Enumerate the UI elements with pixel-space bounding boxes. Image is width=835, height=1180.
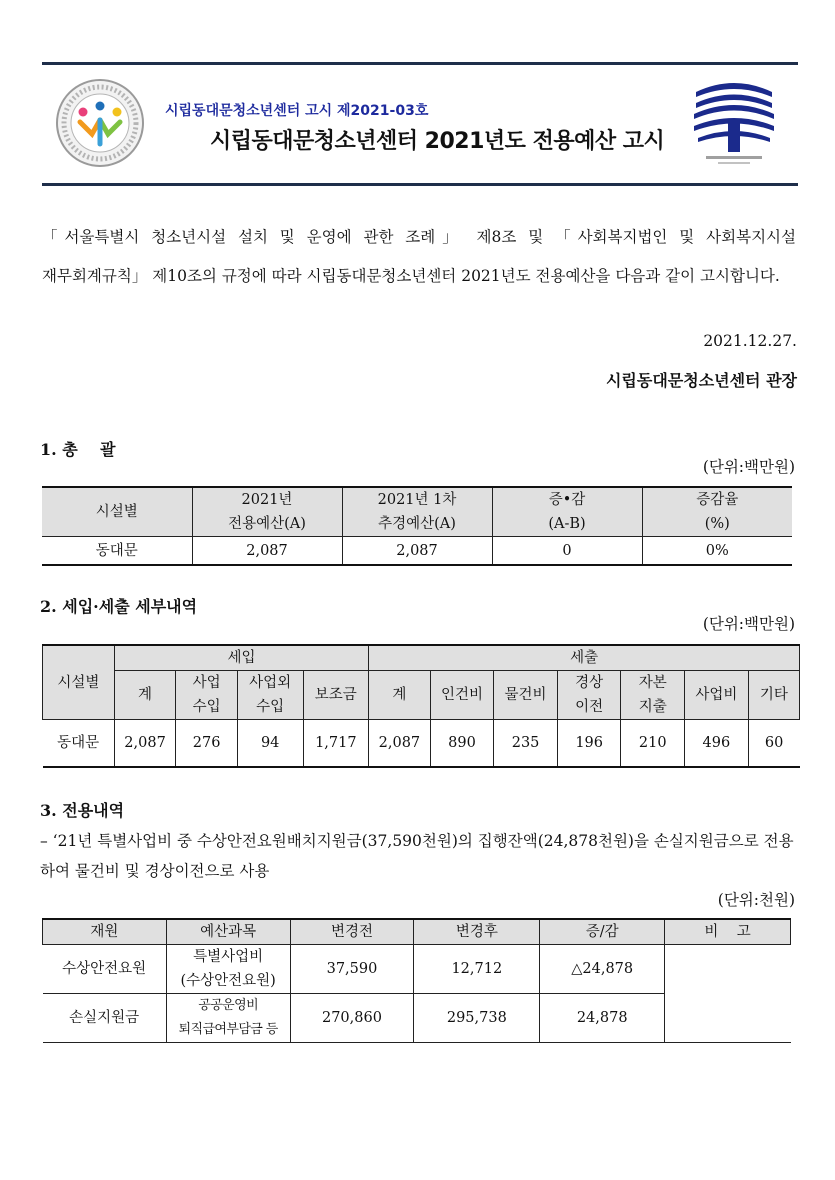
summary-header-row <box>42 487 792 537</box>
detail-header-facility: 시설별 <box>43 645 115 720</box>
section1-heading: 1. 총 괄 <box>40 440 116 459</box>
detail-cell-revenue-business: 276 <box>176 720 238 768</box>
signatory: 시립동대문청소년센터 관장 <box>605 371 797 390</box>
expense-col-transfer-l1: 경상 <box>575 675 604 691</box>
revenue-col-total <box>114 671 176 720</box>
expense-col-personnel-label: 인건비 <box>440 687 483 703</box>
header-top-rule <box>42 62 798 65</box>
transfer-cell-item <box>166 994 290 1043</box>
summary-header-change <box>492 487 642 537</box>
section2-heading: 2. 세입·세출 세부내역 <box>40 597 198 616</box>
notice-number: 시립동대문청소년센터 고시 제2021-03호 <box>165 103 429 119</box>
expense-col-capital <box>621 671 685 720</box>
table-row <box>43 945 791 994</box>
revenue-col-business-l1: 사업 <box>192 675 221 691</box>
summary-header-budget-line1: 2021년 <box>241 492 293 508</box>
transfer-cell-before: 270,860 <box>290 994 414 1043</box>
summary-header-rate-line2: (%) <box>704 516 730 532</box>
transfer-cell-after: 295,738 <box>414 994 540 1043</box>
detail-header-row-1 <box>43 645 800 671</box>
revenue-col-nonbusiness-l1: 사업외 <box>249 675 292 691</box>
transfer-cell-item-l2: (수상안전요원) <box>180 973 276 989</box>
summary-header-supp-line1: 2021년 1차 <box>377 492 457 508</box>
summary-header-change-line2: (A-B) <box>548 516 586 532</box>
revenue-col-nonbusiness <box>237 671 303 720</box>
table-row <box>42 537 792 566</box>
summary-cell-rate: 0% <box>642 537 792 566</box>
detail-table <box>42 644 800 768</box>
center-seal-logo <box>55 78 145 168</box>
revenue-col-nonbusiness-l2: 수입 <box>256 699 285 715</box>
transfer-table <box>42 918 791 1043</box>
summary-header-supp-line2: 추경예산(A) <box>378 516 456 532</box>
summary-cell-supplementary: 2,087 <box>342 537 492 566</box>
transfer-cell-note <box>665 945 791 1043</box>
summary-header-budget-line2: 전용예산(A) <box>228 516 306 532</box>
transfer-header-after: 변경후 <box>414 919 540 945</box>
transfer-header-item: 예산과목 <box>166 919 290 945</box>
transfer-cell-change: 24,878 <box>540 994 665 1043</box>
section2-unit: (단위:백만원) <box>702 615 795 633</box>
transfer-cell-source: 수상안전요원 <box>43 945 167 994</box>
summary-cell-budget: 2,087 <box>192 537 342 566</box>
header-bottom-rule <box>42 183 798 186</box>
transfer-cell-item-l2: 퇴직급여부담금 등 <box>178 1022 278 1037</box>
intro-paragraph: 「서울특별시 청소년시설 설치 및 운영에 관한 조례」 제8조 및 「사회복지법인 및 사회복지시설 재무회계규칙」 제10조의 규정에 따라 시립동대문청소년센터 2021년도 전용예산을 다음과 같이 고시합니다. <box>42 228 796 285</box>
detail-cell-expense-total: 2,087 <box>369 720 431 768</box>
detail-cell-expense-capital: 210 <box>621 720 685 768</box>
detail-cell-revenue-subsidy: 1,717 <box>303 720 369 768</box>
expense-col-project <box>685 671 749 720</box>
expense-col-personnel <box>430 671 494 720</box>
section3-description: – ‘21년 특별사업비 중 수상안전요원배치지원금(37,590천원)의 집행잔액(24,878천원)을 손실지원금으로 전용하여 물건비 및 경상이전으로 사용 <box>40 832 794 880</box>
revenue-col-subsidy <box>303 671 369 720</box>
expense-col-transfer-l2: 이전 <box>575 699 604 715</box>
transfer-cell-change: △24,878 <box>540 945 665 994</box>
detail-cell-revenue-nonbusiness: 94 <box>237 720 303 768</box>
expense-col-goods-label: 물건비 <box>504 687 547 703</box>
expense-col-capital-l2: 지출 <box>638 699 667 715</box>
revenue-col-subsidy-label: 보조금 <box>314 687 357 703</box>
detail-cell-expense-other: 60 <box>748 720 799 768</box>
transfer-header-change: 증/감 <box>540 919 665 945</box>
transfer-cell-item-l1: 공공운영비 <box>198 998 259 1013</box>
summary-header-facility: 시설별 <box>42 487 192 537</box>
detail-cell-expense-goods: 235 <box>494 720 558 768</box>
transfer-header-before: 변경전 <box>290 919 414 945</box>
transfer-cell-item <box>166 945 290 994</box>
detail-header-row-2 <box>43 671 800 720</box>
table-row <box>43 720 800 768</box>
detail-cell-expense-personnel: 890 <box>430 720 494 768</box>
section3-heading: 3. 전용내역 <box>40 801 125 820</box>
summary-cell-facility: 동대문 <box>42 537 192 566</box>
organization-emblem-logo <box>688 80 780 172</box>
transfer-cell-before: 37,590 <box>290 945 414 994</box>
summary-header-rate-line1: 증감율 <box>696 492 739 508</box>
transfer-cell-source: 손실지원금 <box>43 994 167 1043</box>
revenue-col-business <box>176 671 238 720</box>
section1-unit: (단위:백만원) <box>702 458 795 476</box>
revenue-col-total-label: 계 <box>138 687 153 703</box>
notice-date: 2021.12.27. <box>703 332 797 350</box>
expense-col-capital-l1: 자본 <box>638 675 667 691</box>
expense-col-total-label: 계 <box>392 687 407 703</box>
summary-table <box>42 486 792 566</box>
expense-col-transfer <box>557 671 621 720</box>
detail-header-expense: 세출 <box>369 645 800 671</box>
detail-cell-facility: 동대문 <box>43 720 115 768</box>
revenue-col-business-l2: 수입 <box>192 699 221 715</box>
detail-cell-expense-transfer: 196 <box>557 720 621 768</box>
summary-header-change-line1: 증•감 <box>548 492 586 508</box>
transfer-header-row <box>43 919 791 945</box>
detail-cell-expense-project: 496 <box>685 720 749 768</box>
expense-col-project-label: 사업비 <box>695 687 738 703</box>
transfer-cell-after: 12,712 <box>414 945 540 994</box>
transfer-cell-item-l1: 특별사업비 <box>193 949 264 965</box>
detail-header-revenue: 세입 <box>114 645 368 671</box>
summary-header-budget <box>192 487 342 537</box>
expense-col-goods <box>494 671 558 720</box>
transfer-header-source: 재원 <box>43 919 167 945</box>
detail-cell-revenue-total: 2,087 <box>114 720 176 768</box>
expense-col-total <box>369 671 431 720</box>
summary-header-rate <box>642 487 792 537</box>
summary-cell-change: 0 <box>492 537 642 566</box>
expense-col-other-label: 기타 <box>759 687 788 703</box>
transfer-header-note: 비 고 <box>665 919 791 945</box>
expense-col-other <box>748 671 799 720</box>
page-title: 시립동대문청소년센터 2021년도 전용예산 고시 <box>210 129 665 154</box>
section3-unit: (단위:천원) <box>717 891 795 909</box>
summary-header-supplementary <box>342 487 492 537</box>
